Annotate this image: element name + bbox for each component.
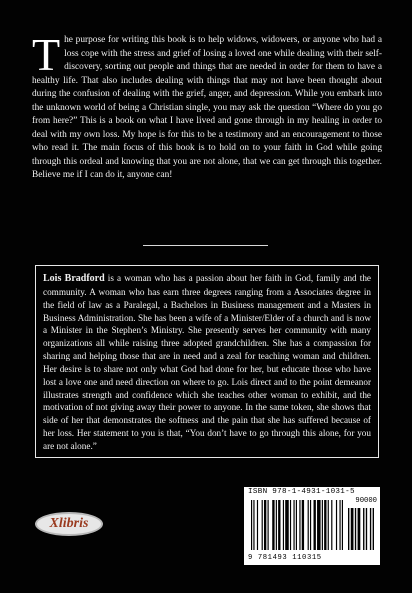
barcode-digits: 9 781493 110315 bbox=[248, 554, 322, 562]
author-bio-text: is a woman who has a passion about her faith in God, family and the community. A woman who has earn three degrees ranging from a Associates degree in the field of law as a Paralegal, a Bachelors in Business management and a Masters in Business Administration. She has been a wife of a Minister/Elder of a church and is now a Minister in the Stephen’s Ministry. She presently serves her community with many organizations all while raising three adopted grandchildren. She has a compassion for sharing and helping those that are in need and a zeal for teaching woman and children. Her desire is to share not only what God had done for her, but educate those who have lost a love one and need direction on where to go. Lois direct and to the point demeanor illustrates strength and confidence which she teaches other woman to exhibit, and the motivation of not giving away their power to anyone. In the same token, she shows that side of her that demonstrates the softness and the pain that she has suffered because of her loss. Her statement to you is that, “You don’t have to go through this alone, for you are not alone.” bbox=[43, 273, 371, 451]
barcode-bars-icon bbox=[251, 500, 375, 554]
drop-cap: T bbox=[32, 29, 61, 80]
publisher-logo-text: Xlibris bbox=[49, 516, 89, 531]
publisher-logo bbox=[35, 512, 103, 536]
isbn-label: ISBN 978-1-4931-1031-5 bbox=[248, 488, 355, 496]
barcode-addon-digits: 90000 bbox=[355, 497, 377, 505]
author-bio bbox=[43, 272, 371, 453]
intro-text: he purpose for writing this book is to help widows, widowers, or anyone who had a loss cope with the stress and grief of losing a loved one while dealing with their self-discovery, sorting out people and things that are needed in order for them to have a healthy life. That also includes dealing with things that may not have been thought about during the confusion of dealing with the grief, anger, and depression. While you embark into the unknown world of being a Christian single, you may ask the question “Where do you go from here?” This is a book on what I have lived and gone through in my healing in order to deal with my own loss. My hope is for this to be a testimony and an encouragement to those who read it. The main focus of this book is to hold on to your faith in God while going through this ordeal and knowing that you are not alone, that we can get through this together. Believe me if I can do it, anyone can! bbox=[32, 35, 382, 180]
author-name: Lois Bradford bbox=[43, 273, 105, 284]
intro-paragraph bbox=[32, 29, 382, 183]
divider-rule bbox=[143, 245, 268, 246]
isbn-barcode bbox=[244, 487, 380, 565]
